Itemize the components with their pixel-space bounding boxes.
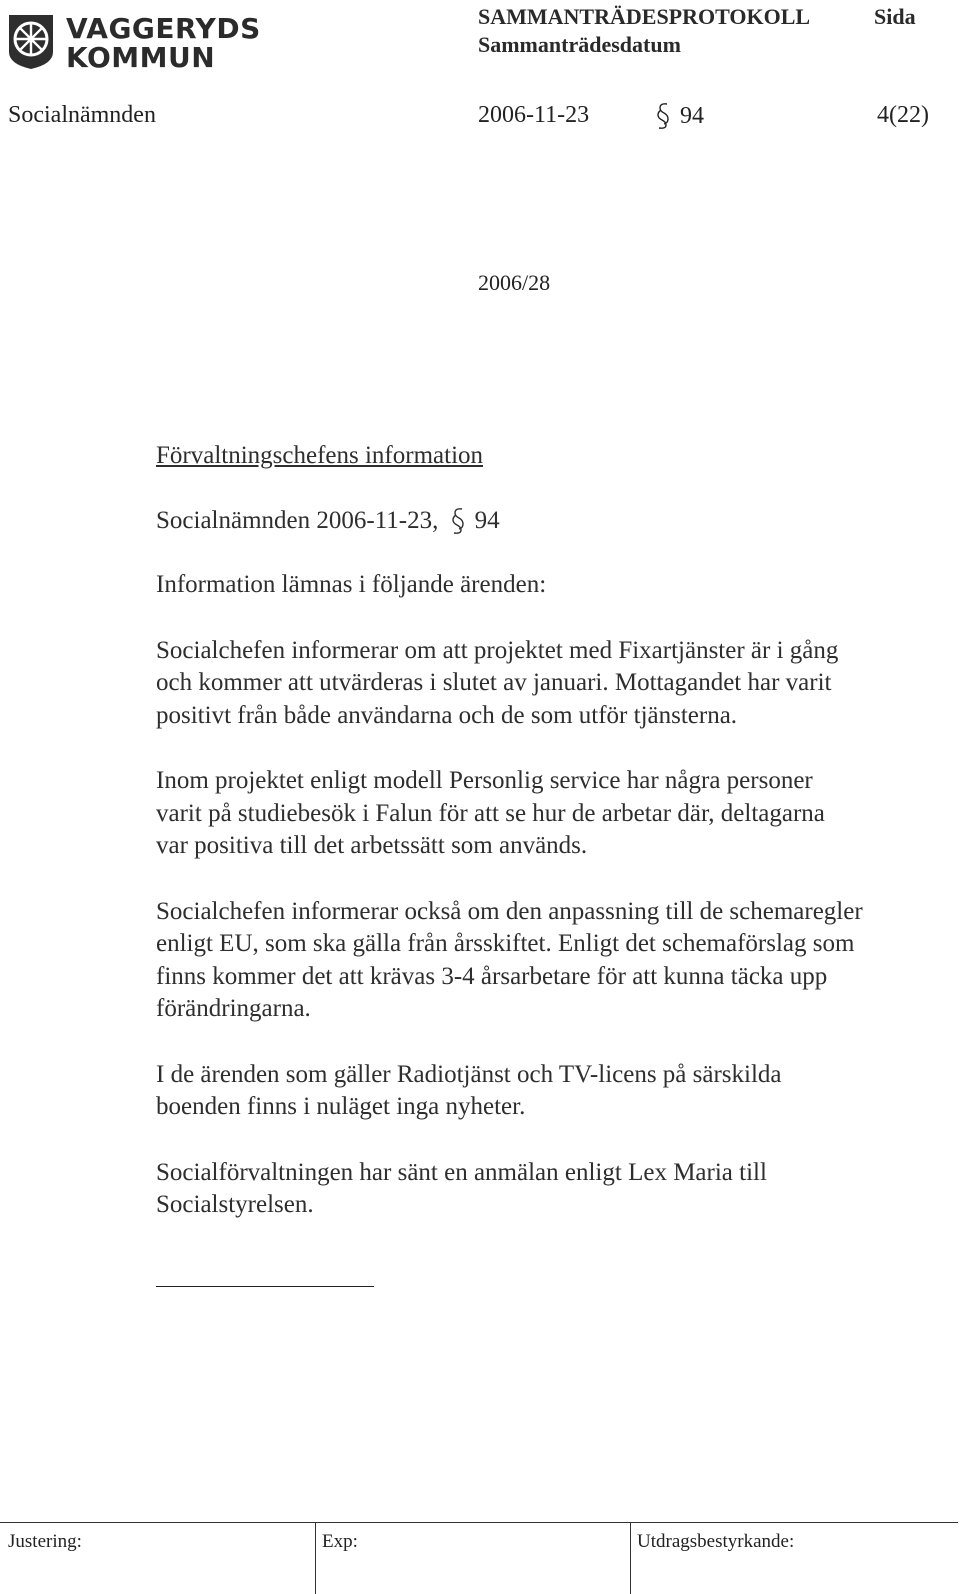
paragraph-5 xyxy=(156,1157,956,1222)
p3-line-2: enligt EU, som ska gälla från årsskiftet. Enligt det schemaförslag som xyxy=(156,930,855,957)
section-sign-icon xyxy=(451,507,465,535)
exp-cell xyxy=(315,1523,358,1594)
p2-line-3: var positiva till det arbetssätt som används. xyxy=(156,832,588,859)
meeting-date-label: Sammanträdesdatum xyxy=(478,32,681,57)
paragraph-4 xyxy=(156,1059,956,1124)
utdrag-cell xyxy=(630,1523,795,1594)
paragraph-3 xyxy=(156,896,956,1026)
intro-line: Information lämnas i följande ärenden: xyxy=(156,571,547,598)
p1-line-2: och kommer att utvärderas i slutet av januari. Mottagandet har varit xyxy=(156,669,832,696)
p3-line-1: Socialchefen informerar också om den anpassning till de schemaregler xyxy=(156,897,863,925)
paragraph-ref xyxy=(656,102,704,130)
signature-divider xyxy=(156,1286,374,1287)
exp-label: Exp: xyxy=(322,1531,358,1552)
p2-line-1: Inom projektet enligt modell Personlig service har några personer xyxy=(156,767,813,794)
p1-line-1: Socialchefen informerar om att projektet med Fixartjänster är i gång xyxy=(156,636,839,664)
protocol-title: SAMMANTRÄDESPROTOKOLL xyxy=(478,4,811,29)
footer-table xyxy=(0,1522,958,1594)
paragraph-1 xyxy=(156,635,956,733)
wheel-logo-icon xyxy=(6,12,56,70)
meeting-date: 2006-11-23 xyxy=(478,102,590,128)
reference-text: Socialnämnden 2006-11-23, xyxy=(156,506,439,534)
logo-line-1: VAGGERYDS xyxy=(66,12,261,45)
p4-line-2: boenden finns i nuläget inga nyheter. xyxy=(156,1093,526,1120)
document-body xyxy=(156,440,956,1222)
p3-line-3: finns kommer det att krävas 3-4 årsarbetare för att kunna täcka upp xyxy=(156,962,828,990)
reference-line xyxy=(156,505,956,538)
justering-label: Justering: xyxy=(8,1531,82,1552)
municipality-logo xyxy=(6,12,261,74)
p2-line-2: varit på studiebesök i Falun för att se hur de arbetar där, deltagarna xyxy=(156,799,825,827)
section-sign-icon xyxy=(656,102,670,130)
section-heading: Förvaltningschefens information xyxy=(156,442,484,469)
committee-name: Socialnämnden xyxy=(8,102,156,128)
page-number: 4(22) xyxy=(877,102,929,128)
paragraph-number: 94 xyxy=(680,103,704,129)
p1-line-3: positivt från både användarna och de som utför tjänsterna. xyxy=(156,701,738,729)
logo-wordmark xyxy=(66,14,261,72)
case-number: 2006/28 xyxy=(478,270,551,295)
paragraph-2 xyxy=(156,765,956,863)
utdrag-label: Utdragsbestyrkande: xyxy=(637,1531,795,1552)
page-label: Sida xyxy=(874,4,916,29)
p4-line-1: I de ärenden som gäller Radiotjänst och TV-licens på särskilda xyxy=(156,1060,782,1088)
reference-paragraph: 94 xyxy=(474,506,500,534)
p5-line-1: Socialförvaltningen har sänt en anmälan enligt Lex Maria till xyxy=(156,1158,767,1186)
p5-line-2: Socialstyrelsen. xyxy=(156,1191,314,1218)
p3-line-4: förändringarna. xyxy=(156,995,311,1022)
logo-line-2: KOMMUN xyxy=(66,41,216,74)
